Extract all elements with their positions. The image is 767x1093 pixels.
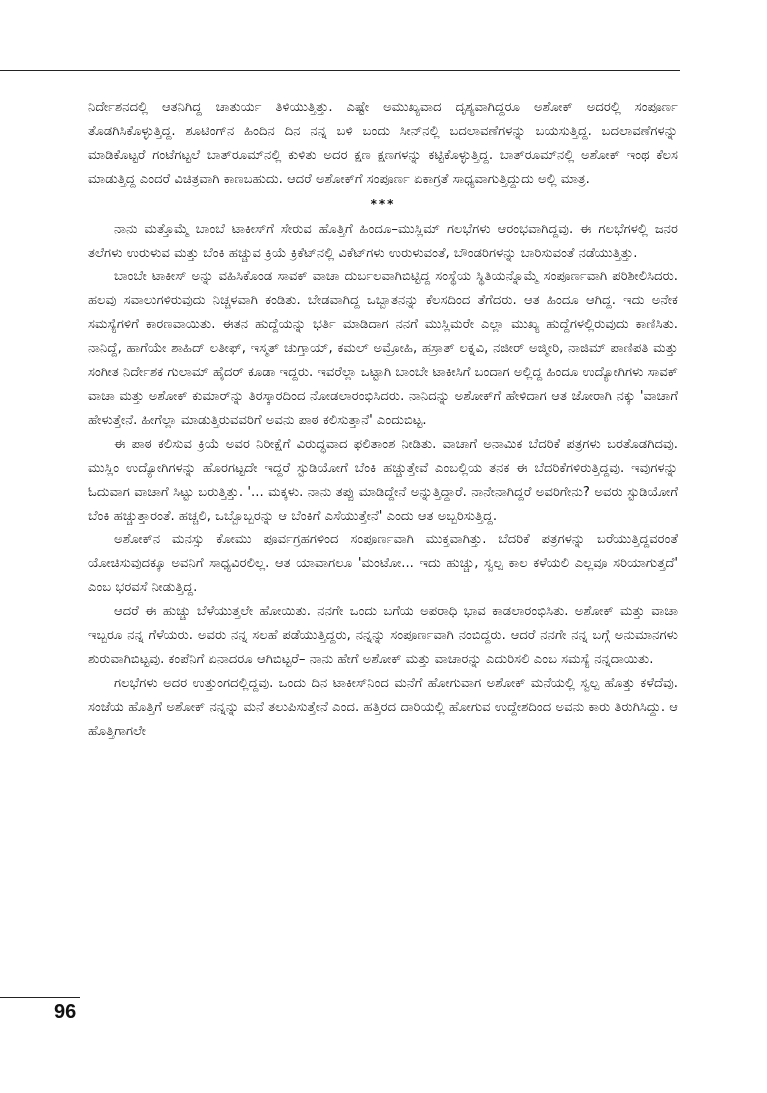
paragraph: ಈ ಪಾಠ ಕಲಿಸುವ ಕ್ರಿಯೆ ಅವರ ನಿರೀಕ್ಷೆಗೆ ವಿರುದ್ಧವಾದ ಫಲಿತಾಂಶ ನೀಡಿತು. ವಾಚಾಗೆ ಅನಾಮಿಕ ಬೆದರಿಕೆ ಪತ್ರಗಳು ಬರತೊಡಗಿದವು. ಮುಸ್ಲಿಂ ಉದ್ಯೋಗಿಗಳನ್ನು ಹೊರಗಟ್ಟದೇ ಇದ್ದರೆ ಸ್ಟುಡಿಯೋಗೆ ಬೆಂಕಿ ಹಚ್ಚುತ್ತೇವೆ ಎಂಬಲ್ಲಿಯ ತನಕ ಈ ಬೆದರಿಕೆಗಳಿರುತ್ತಿದ್ದವು. ಇವುಗಳನ್ನು ಓದುವಾಗ ವಾಚಾಗೆ ಸಿಟ್ಟು ಬರುತ್ತಿತ್ತು. '... ಮಕ್ಕಳು. ನಾನು ತಪ್ಪು ಮಾಡಿದ್ದೇನೆ ಅನ್ನುತ್ತಿದ್ದಾರೆ. ನಾನೇನಾಗಿದ್ದರೆ ಅವರಿಗೇನು? ಅವರು ಸ್ಟುಡಿಯೋಗೆ ಬೆಂಕಿ ಹಚ್ಚುತ್ತಾರಂತೆ. ಹಚ್ಚಲಿ, ಒಬ್ಬೊಬ್ಬರನ್ನು ಆ ಬೆಂಕಿಗೆ ಎಸೆಯುತ್ತೇನೆ' ಎಂದು ಆತ ಅಬ್ಬರಿಸುತ್ತಿದ್ದ. — [88, 436, 678, 524]
paragraph: ಆದರೆ ಈ ಹುಚ್ಚು ಬೆಳೆಯುತ್ತಲೇ ಹೋಯಿತು. ನನಗೇ ಒಂದು ಬಗೆಯ ಅಪರಾಧಿ ಭಾವ ಕಾಡಲಾರಂಭಿಸಿತು. ಅಶೋಕ್ ಮತ್ತು ವಾಚಾ ಇಬ್ಬರೂ ನನ್ನ ಗೆಳೆಯರು. ಅವರು ನನ್ನ ಸಲಹೆ ಪಡೆಯುತ್ತಿದ್ದರು, ನನ್ನನ್ನು ಸಂಪೂರ್ಣವಾಗಿ ನಂಬಿದ್ದರು. ಆದರೆ ನನಗೇ ನನ್ನ ಬಗ್ಗೆ ಅನುಮಾನಗಳು ಶುರುವಾಗಿಬಿಟ್ಟವು. ಕಂಪೆನಿಗೆ ಏನಾದರೂ ಆಗಿಬಿಟ್ಟರೆ– ನಾನು ಹೇಗೆ ಅಶೋಕ್ ಮತ್ತು ವಾಚಾರನ್ನು ಎದುರಿಸಲಿ ಎಂಬ ಸಮಸ್ಯೆ ನನ್ನದಾಯಿತು. — [88, 604, 678, 667]
section-separator: *** — [370, 196, 396, 211]
paragraph: ನಾನು ಮತ್ತೊಮ್ಮೆ ಬಾಂಬೆ ಟಾಕೀಸ್‌ಗೆ ಸೇರುವ ಹೊತ್ತಿಗೆ ಹಿಂದೂ–ಮುಸ್ಲಿಮ್ ಗಲಭೆಗಳು ಆರಂಭವಾಗಿದ್ದವು. ಈ ಗಲಭೆಗಳಲ್ಲಿ ಜನರ ತಲೆಗಳು ಉರುಳುವ ಮತ್ತು ಬೆಂಕಿ ಹಚ್ಚುವ ಕ್ರಿಯೆ ಕ್ರಿಕೆಟ್‌ನಲ್ಲಿ ವಿಕೆಟ್‌ಗಳು ಉರುಳುವಂತೆ, ಬೌಂಡರಿಗಳನ್ನು ಬಾರಿಸುವಂತೆ ನಡೆಯುತ್ತಿತ್ತು. — [88, 221, 678, 261]
paragraph: ಬಾಂಬೇ ಟಾಕೀಸ್ ಅನ್ನು ವಹಿಸಿಕೊಂಡ ಸಾವಕ್ ವಾಚಾ ದುರ್ಬಲವಾಗಿಬಿಟ್ಟಿದ್ದ ಸಂಸ್ಥೆಯ ಸ್ಥಿತಿಯನ್ನೊಮ್ಮೆ ಸಂಪೂರ್ಣವಾಗಿ ಪರಿಶೀಲಿಸಿದರು. ಹಲವು ಸವಾಲುಗಳಿರುವುದು ನಿಚ್ಚಳವಾಗಿ ಕಂಡಿತು. ಬೇಡವಾಗಿದ್ದ ಒಬ್ಬಾತನನ್ನು ಕೆಲಸದಿಂದ ತೆಗೆದರು. ಆತ ಹಿಂದೂ ಆಗಿದ್ದ. ಇದು ಅನೇಕ ಸಮಸ್ಯೆಗಳಿಗೆ ಕಾರಣವಾಯಿತು. ಈತನ ಹುದ್ದೆಯನ್ನು ಭರ್ತಿ ಮಾಡಿದಾಗ ನನಗೆ ಮುಸ್ಲಿಮರೇ ಎಲ್ಲಾ ಮುಖ್ಯ ಹುದ್ದೆಗಳಲ್ಲಿರುವುದು ಕಾಣಿಸಿತು. ನಾನಿದ್ದೆ, ಹಾಗೆಯೇ ಶಾಹಿದ್ ಲತೀಫ್, ಇಸ್ಮತ್ ಚುಗ್ತಾಯ್, ಕಮಲ್ ಅಮ್ರೋಹಿ, ಹಸ್ರಾತ್ ಲಕ್ನವಿ, ನಜೀರ್ ಅಜ್ಮೀರಿ, ನಾಜಿಮ್ ಪಾಣಿಪತಿ ಮತ್ತು ಸಂಗೀತ ನಿರ್ದೇಶಕ ಗುಲಾಮ್ ಹೈದರ್ ಕೂಡಾ ಇದ್ದರು. ಇವರೆಲ್ಲಾ ಒಟ್ಟಾಗಿ ಬಾಂಬೇ ಟಾಕೀಸಿಗೆ ಬಂದಾಗ ಅಲ್ಲಿದ್ದ ಹಿಂದೂ ಉದ್ಯೋಗಿಗಳು ಸಾವಕ್ ವಾಚಾ ಮತ್ತು ಅಶೋಕ್ ಕುಮಾರ್‌ನ್ನು ತಿರಸ್ಕಾರದಿಂದ ನೋಡಲಾರಂಭಿಸಿದರು. ನಾನಿದನ್ನು ಅಶೋಕ್‌ಗೆ ಹೇಳಿದಾಗ ಆತ ಜೋರಾಗಿ ನಕ್ಕು 'ವಾಚಾಗೆ ಹೇಳುತ್ತೇನೆ. ಹೀಗೆಲ್ಲಾ ಮಾಡುತ್ತಿರುವವರಿಗೆ ಅವನು ಪಾಠ ಕಲಿಸುತ್ತಾನೆ' ಎಂದುಬಿಟ್ಟ. — [88, 269, 678, 428]
page-body — [88, 96, 678, 744]
paragraph: ನಿರ್ದೇಶನದಲ್ಲಿ ಆತನಿಗಿದ್ದ ಚಾತುರ್ಯ ತಿಳಿಯುತ್ತಿತ್ತು. ಎಷ್ಟೇ ಅಮುಖ್ಯವಾದ ದೃಶ್ಯವಾಗಿದ್ದರೂ ಅಶೋಕ್ ಅದರಲ್ಲಿ ಸಂಪೂರ್ಣ ತೊಡಗಿಸಿಕೊಳ್ಳುತ್ತಿದ್ದ. ಶೂಟಿಂಗ್‌ನ ಹಿಂದಿನ ದಿನ ನನ್ನ ಬಳಿ ಬಂದು ಸೀನ್‌ನಲ್ಲಿ ಬದಲಾವಣೆಗಳನ್ನು ಬಯಸುತ್ತಿದ್ದ. ಬದಲಾವಣೆಗಳನ್ನು ಮಾಡಿಕೊಟ್ಟರೆ ಗಂಟೆಗಟ್ಟಲೆ ಬಾತ್‌ರೂಮ್‌ನಲ್ಲಿ ಕುಳಿತು ಅದರ ಕ್ಷಣ ಕ್ಷಣಗಳನ್ನು ಕಟ್ಟಿಕೊಳ್ಳುತ್ತಿದ್ದ. ಬಾತ್‌ರೂಮ್‌ನಲ್ಲಿ ಅಶೋಕ್ ಇಂಥ ಕೆಲಸ ಮಾಡುತ್ತಿದ್ದ ಎಂದರೆ ವಿಚಿತ್ರವಾಗಿ ಕಾಣಬಹುದು. ಆದರೆ ಅಶೋಕ್‌ಗೆ ಸಂಪೂರ್ಣ ಏಕಾಗ್ರತೆ ಸಾಧ್ಯವಾಗುತ್ತಿದ್ದುದು ಅಲ್ಲಿ ಮಾತ್ರ. — [88, 100, 678, 187]
paragraph: ಅಶೋಕ್‌ನ ಮನಸ್ಸು ಕೋಮು ಪೂರ್ವಗ್ರಹಗಳಿಂದ ಸಂಪೂರ್ಣವಾಗಿ ಮುಕ್ತವಾಗಿತ್ತು. ಬೆದರಿಕೆ ಪತ್ರಗಳನ್ನು ಬರೆಯುತ್ತಿದ್ದವರಂತೆ ಯೋಚಿಸುವುದಕ್ಕೂ ಅವನಿಗೆ ಸಾಧ್ಯವಿರಲಿಲ್ಲ. ಆತ ಯಾವಾಗಲೂ 'ಮಂಟೋ... ಇದು ಹುಚ್ಚು, ಸ್ವಲ್ಪ ಕಾಲ ಕಳೆಯಲಿ ಎಲ್ಲವೂ ಸರಿಯಾಗುತ್ತದೆ' ಎಂಬ ಭರವಸೆ ನೀಡುತ್ತಿದ್ದ. — [88, 532, 678, 596]
footer-rule — [0, 997, 80, 998]
paragraph: ಗಲಭೆಗಳು ಅದರ ಉತ್ತುಂಗದಲ್ಲಿದ್ದವು. ಒಂದು ದಿನ ಟಾಕೀಸ್‌ನಿಂದ ಮನೆಗೆ ಹೋಗುವಾಗ ಅಶೋಕ್ ಮನೆಯಲ್ಲಿ ಸ್ವಲ್ಪ ಹೊತ್ತು ಕಳೆದೆವು. ಸಂಜೆಯ ಹೊತ್ತಿಗೆ ಅಶೋಕ್ ನನ್ನನ್ನು ಮನೆ ತಲುಪಿಸುತ್ತೇನೆ ಎಂದ. ಹತ್ತಿರದ ದಾರಿಯಲ್ಲಿ ಹೋಗುವ ಉದ್ದೇಶದಿಂದ ಅವನು ಕಾರು ತಿರುಗಿಸಿದ್ದು. ಆ ಹೊತ್ತಿಗಾಗಲೇ — [88, 675, 678, 739]
header-rule — [0, 70, 680, 71]
page-number: 96 — [54, 1001, 77, 1023]
